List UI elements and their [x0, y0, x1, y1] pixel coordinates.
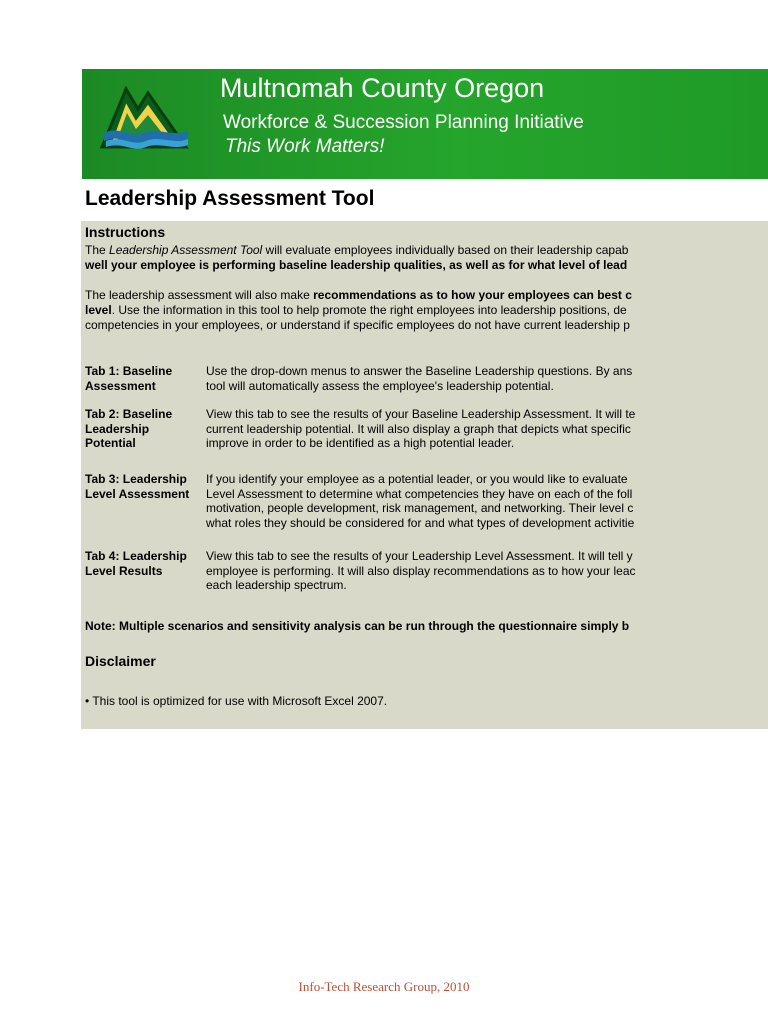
text-span: . Use the information in this tool to help promote the right employees into leadership positions, de [111, 303, 627, 317]
tab-4-label: Tab 4: Leadership Level Results [85, 549, 187, 578]
tab-4-line: each leadership spectrum. [206, 578, 347, 592]
tagline: This Work Matters! [225, 136, 385, 157]
tab-2-description [206, 407, 635, 451]
text-span: The leadership assessment will also make [85, 288, 314, 302]
disclaimer-item: • This tool is optimized for use with Microsoft Excel 2007. [85, 694, 388, 708]
bold-span: recommendations as to how your employees can best c [313, 288, 632, 302]
header-banner [82, 69, 768, 179]
tab-3-line: Level Assessment to determine what competencies they have on each of the foll [206, 486, 633, 501]
disclaimer-heading: Disclaimer [85, 653, 156, 669]
instructions-paragraph-1-line-1 [85, 243, 628, 257]
note-text: Note: Multiple scenarios and sensitivity analysis can be run through the questionnaire simply b [85, 619, 630, 633]
instructions-paragraph-1-line-2: well your employee is performing baseline leadership qualities, as well as for what level of lead [85, 258, 628, 272]
tab-2-line: View this tab to see the results of your Baseline Leadership Assessment. It will te [206, 407, 636, 421]
tab-1-line: Use the drop-down menus to answer the Baseline Leadership questions. By ans [206, 364, 633, 378]
initiative-title: Workforce & Succession Planning Initiative [223, 112, 584, 133]
tab-1-description [206, 364, 632, 393]
tab-1-line: tool will automatically assess the employee's leadership potential. [206, 378, 554, 393]
instructions-panel [81, 221, 768, 729]
tab-3-line: what roles they should be considered for and what types of development activitie [206, 515, 635, 530]
tab-2-line: improve in order to be identified as a high potential leader. [206, 436, 515, 450]
tab-3-line: motivation, people development, risk management, and networking. Their level c [206, 501, 634, 515]
tab-4-line: employee is performing. It will also display recommendations as to how your leac [206, 563, 636, 578]
instructions-paragraph-2-line-1 [85, 288, 632, 302]
tab-4-line: View this tab to see the results of your Leadership Level Assessment. It will tell y [206, 549, 633, 563]
mountain-logo-icon [96, 75, 192, 155]
tab-2-label: Tab 2: Baseline Leadership Potential [85, 407, 173, 450]
text-span: will evaluate employees individually based on their leadership capab [262, 243, 629, 257]
tab-3-description [206, 472, 634, 530]
tab-3-label: Tab 3: Leadership Level Assessment [85, 472, 190, 501]
bold-span: level [85, 303, 112, 317]
text-span: The [85, 243, 110, 257]
instructions-paragraph-2-line-3: competencies in your employees, or understand if specific employees do not have current leadership p [85, 318, 630, 332]
footer-credit: Info-Tech Research Group, 2010 [298, 979, 470, 994]
tab-2-line: current leadership potential. It will also display a graph that depicts what specific [206, 421, 631, 436]
instructions-paragraph-2-line-2 [85, 303, 627, 317]
tab-4-description [206, 549, 636, 593]
tab-1-label: Tab 1: Baseline Assessment [85, 364, 173, 393]
instructions-heading: Instructions [85, 224, 166, 240]
tool-name-italic: Leadership Assessment Tool [109, 243, 263, 257]
org-name: Multnomah County Oregon [220, 73, 545, 103]
page-title: Leadership Assessment Tool [85, 187, 375, 210]
tab-3-line: If you identify your employee as a potential leader, or you would like to evaluate [206, 472, 628, 486]
